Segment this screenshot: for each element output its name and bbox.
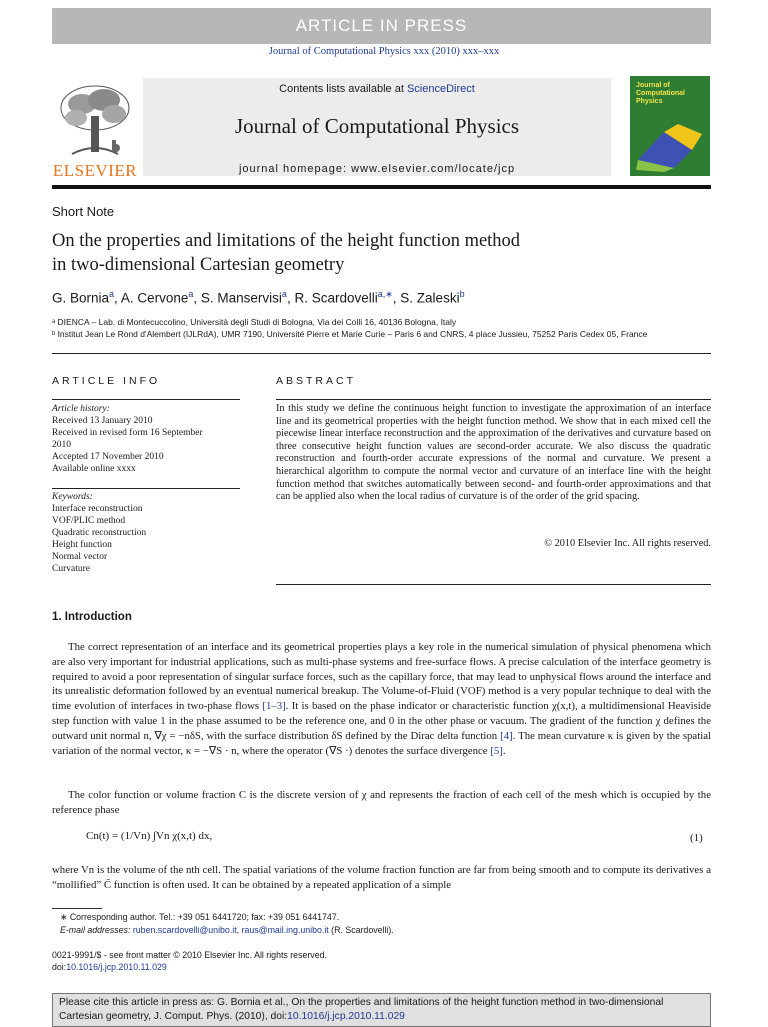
keyword: Curvature [52,564,90,574]
keywords-label: Keywords: [52,492,93,502]
contents-line [143,83,611,95]
contents-prefix: Contents lists available at [279,83,407,95]
article-in-press-label: ARTICLE IN PRESS [295,16,468,35]
equation-1: Cn(t) = (1/Vn) ∫Vn χ(x,t) dx, [86,830,213,842]
author-affil-link[interactable]: a [281,289,287,299]
doi-label: doi: [52,962,67,972]
citation-body: Please cite this article in press as: G. Bornia et al., On the properties and limitations of the height function method in two-dimensional Cartesian geometry, J. Comput. Phys. (2010), doi: [59,997,664,1022]
email-addresses: E-mail addresses: ruben.scardovelli@unibo.it, raus@mail.ing.unibo.it (R. Scardovelli). [60,925,394,935]
journal-title: Journal of Computational Physics [234,114,520,138]
history-item: Received in revised form 16 September [52,428,203,438]
author-affil-link[interactable]: a [109,289,115,299]
divider [52,353,711,354]
citation-text [59,996,709,1024]
doi-link[interactable]: 10.1016/j.jcp.2010.11.029 [66,962,167,972]
history-item: Accepted 17 November 2010 [52,452,164,462]
author: A. Cervone [120,290,189,306]
article-title [52,229,692,277]
author: S. Zaleski [400,290,460,306]
history-item: Available online xxxx [52,464,136,474]
abstract-heading: ABSTRACT [276,375,357,387]
email-link[interactable]: raus@mail.ing.unibo.it [241,925,329,935]
para-text: . [502,744,506,757]
keyword: VOF/PLIC method [52,516,126,526]
journal-homepage[interactable]: journal homepage: www.elsevier.com/locate/jcp [238,163,516,175]
divider [276,584,711,585]
author: G. Bornia [52,290,110,306]
email-label: E-mail addresses: [60,925,133,935]
divider [52,399,240,400]
divider [52,488,240,489]
article-info-heading: ARTICLE INFO [52,375,161,387]
section-heading-introduction: 1. Introduction [52,611,132,623]
publisher-name: ELSEVIER [52,161,138,180]
author-list: G. Bornia$^a$, A. Cervone$^a$, S. Manservisi$^a$, R. Scardovelli$^{a,∗}$, S. Zaleski$^b$ [52,289,465,306]
author: R. Scardovelli [294,290,378,306]
history-item: 2010 [52,440,71,450]
citation-box [52,993,711,1027]
equation-number: (1) [690,832,703,844]
author-affil-link[interactable]: b [459,289,465,299]
email-link[interactable]: ruben.scardovelli@unibo.it [132,925,237,935]
doi-line [52,962,167,972]
citation-link[interactable]: [1–3] [262,700,286,713]
history-label: Article history: [52,404,110,414]
keyword: Normal vector [52,552,108,562]
issn-line: 0021-9991/$ - see front matter © 2010 Elsevier Inc. All rights reserved. [52,950,327,960]
para-text: The correct representation of an interface and its geometrical properties plays a key role in the numerical simulation of physical phenomena which are also very important for industrial applications, such as multi-phase systems and free-surface flows. A precise calculation of the interface geometry is required to avoid a poor representation of singular surface forces, such as the capillary force, that may lead to unphysical flows around the interface and its unrealistic deformation followed by an eventual numerical breakup. The Volume-of-Fluid (VOF) method is a very popular technique to deal with the time evolution of interfaces in two-phase flows [52,641,711,713]
journal-reference[interactable]: Journal of Computational Physics xxx (2010) xxx–xxx [268,46,500,57]
para-text: . The mean curvature κ is given by the spatial variation of the normal vector, κ = −∇S · n, where the operator (∇S ·) denotes the surface divergence [52,729,712,757]
history-item: Received 13 January 2010 [52,416,153,426]
citation-link[interactable]: [4] [500,729,513,742]
title-line-2: in two-dimensional Cartesian geometry [52,255,345,275]
keyword: Interface reconstruction [52,504,143,514]
cover-title: Journal of Computational Physics [636,82,685,105]
abstract-text: In this study we define the continuous height function to investigate the approximation of an interface line and its geometrical properties with the height function method. We show that in each mixed cell the piecewise linear interface reconstruction and the approximation of the derivatives and curvature based on three consecutive height function values are second-order accurate. We also discuss the quadratic reconstruction and fourth-order accurate expressions of the normal and curvature. We present a hierarchical algorithm to compute the normal vector and curvature of an interface line with the height function method that switches automatically between second- and fourth-order approximations and that can be applied also when the local radius of curvature is of the order of the grid spacing. [276,403,711,503]
para-text: The color function or volume fraction C is the discrete version of χ and represents the fraction of each cell of the mesh which is occupied by the reference phase [52,789,711,816]
citation-doi-link[interactable]: 10.1016/j.jcp.2010.11.029 [287,1011,405,1022]
affiliation-b: ᵇ Institut Jean Le Rond d'Alembert (IJLRdA), UMR 7190, Université Pierre et Marie Curie – Paris 6 and CNRS, 4 place Jussieu, 75252 Paris Cedex 05, France [52,329,648,339]
intro-paragraph-3: where Vn is the volume of the nth cell. The spatial variations of the volume fraction function are far from being smooth and to compute its derivatives a “mollified” C̃ function is often used. It can be obtained by a repeated application of a simple [52,864,711,891]
keyword: Height function [52,540,112,550]
keywords-list [52,491,242,575]
journal-cover-image [630,76,710,176]
email-suffix: (R. Scardovelli). [328,925,394,935]
keyword: Quadratic reconstruction [52,528,147,538]
sciencedirect-link[interactable]: ScienceDirect [406,83,475,95]
intro-paragraph-1 [52,640,711,758]
author-affil-link[interactable]: a [188,289,194,299]
footnote-divider [52,908,102,909]
author-affil-link[interactable]: a,∗ [377,289,393,299]
article-history [52,403,242,475]
para-text: . It is based on the phase indicator or characteristic function χ(x,t), a multidimensional Heaviside step function with value 1 in the phase assumed to be the reference one, and 0 in the other phase or vacuum. The gradient of the function χ defines the outward unit normal n, ∇χ = −nδS, with the surface distribution δS defined by the Dirac delta function [52,700,711,742]
masthead-divider [52,185,711,189]
article-type: Short Note [52,204,115,219]
citation-link[interactable]: [5] [490,744,503,757]
intro-paragraph-2 [52,788,711,818]
title-line-1: On the properties and limitations of the height function method [52,231,521,251]
affiliation-a: ᵃ DIENCA – Lab. di Montecuccolino, Università degli Studi di Bologna, Via dei Colli 16, 40136 Bologna, Italy [52,317,457,327]
article-in-press-banner [52,8,711,44]
author: S. Manservisi [200,290,282,306]
abstract-copyright: © 2010 Elsevier Inc. All rights reserved. [544,538,711,549]
divider [276,399,711,400]
corresponding-author-note: ∗ Corresponding author. Tel.: +39 051 6441720; fax: +39 051 6441747. [60,912,340,922]
